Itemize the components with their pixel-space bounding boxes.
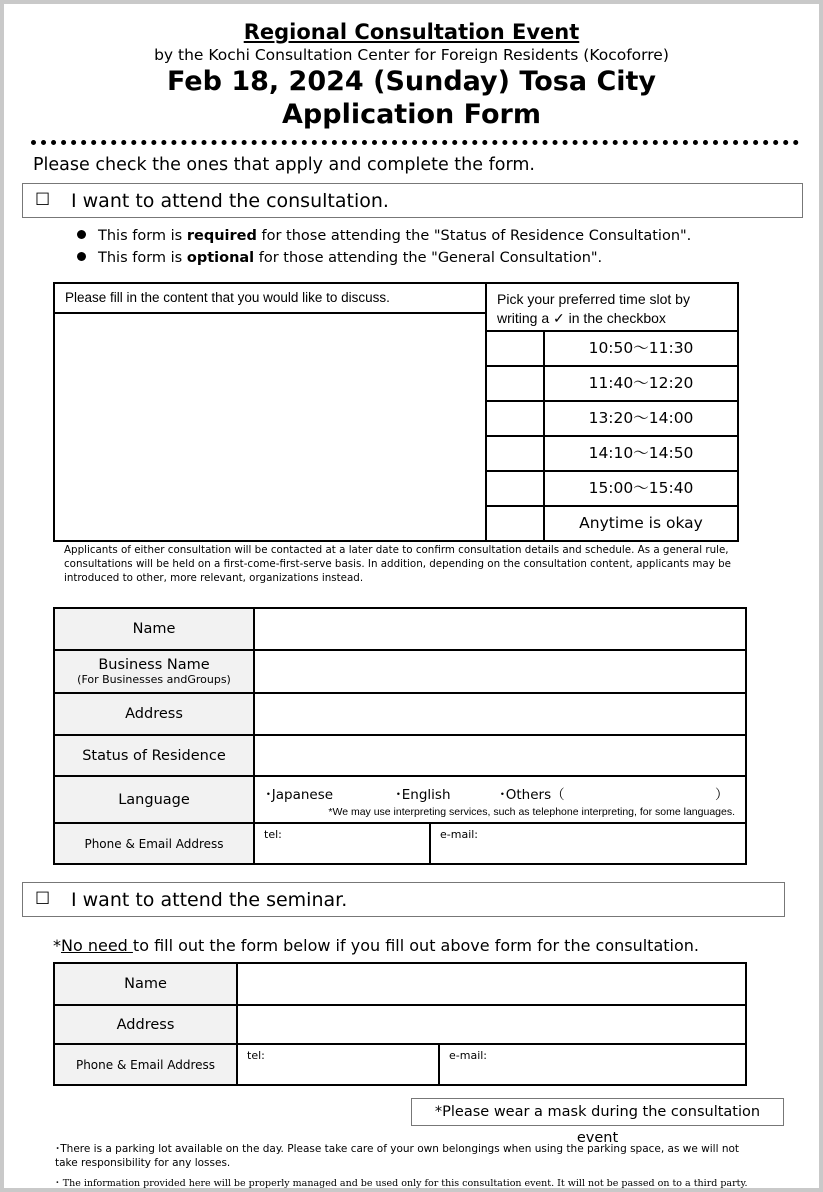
event-date: Feb 18, 2024 (Sunday) Tosa City xyxy=(166,66,657,97)
no-need-note: *No need to fill out the form below if you fill out above form for the consultation. xyxy=(53,936,699,955)
seminar-name-label: Name xyxy=(55,964,238,1004)
consultation-option xyxy=(22,183,803,218)
mask-notice: *Please wear a mask during the consultation event xyxy=(411,1098,784,1126)
seminar-info-form xyxy=(53,962,747,1086)
seminar-row-name xyxy=(55,964,745,1006)
form-row-name xyxy=(55,609,745,651)
timeslot-row xyxy=(487,367,737,402)
bullet-dot xyxy=(77,252,86,261)
bullet-required: This form is required for those attending the "Status of Residence Consultation". xyxy=(77,228,691,244)
seminar-email-label: e-mail: xyxy=(449,1049,488,1062)
seminar-email-field[interactable] xyxy=(440,1045,745,1084)
email-label: e-mail: xyxy=(440,828,479,841)
timeslot-label: 15:00～15:40 xyxy=(588,479,694,497)
timeslot-row xyxy=(487,507,737,540)
content-header: Please fill in the content that you would like to discuss. xyxy=(55,284,487,314)
consultation-table xyxy=(53,282,739,542)
consultation-option-label: I want to attend the consultation. xyxy=(71,190,389,212)
name-label: Name xyxy=(55,609,255,649)
tel-label: tel: xyxy=(264,828,282,841)
timeslot-row xyxy=(487,402,737,437)
seminar-tel-field[interactable] xyxy=(238,1045,440,1084)
form-row-contact xyxy=(55,824,745,863)
consultation-note: Applicants of either consultation will be contacted at a later date to confirm consultation details and schedule. As a general rule, consultations will be held on a first-come-first-serve basis. In addition, depending on the consultation content, applicants may be introduced to other, more relevant, organizations instead. xyxy=(64,544,731,584)
seminar-option-label: I want to attend the seminar. xyxy=(71,889,348,911)
timeslot-header: Pick your preferred time slot by writing a ✓ in the checkbox xyxy=(487,284,737,332)
email-field[interactable] xyxy=(431,824,745,863)
timeslot-label: 10:50～11:30 xyxy=(588,339,694,357)
business-name-field[interactable] xyxy=(255,651,745,692)
event-title: Regional Consultation Event xyxy=(243,20,580,44)
seminar-tel-label: tel: xyxy=(247,1049,265,1062)
language-field xyxy=(255,777,745,822)
timeslot-checkbox[interactable] xyxy=(487,507,545,540)
timeslot-row xyxy=(487,472,737,507)
phone-email-label: Phone & Email Address xyxy=(55,824,255,863)
lang-japanese[interactable]: ･Japanese xyxy=(265,787,334,803)
timeslot-checkbox[interactable] xyxy=(487,367,545,400)
parking-note: ･There is a parking lot available on the day. Please take care of your own belongings when using the parking space, as we will not take responsibility for any losses. xyxy=(55,1143,740,1169)
tel-field[interactable] xyxy=(255,824,431,863)
address-field[interactable] xyxy=(255,694,745,734)
timeslot-checkbox[interactable] xyxy=(487,472,545,505)
timeslot-label: 14:10～14:50 xyxy=(588,444,694,462)
form-row-business xyxy=(55,651,745,694)
timeslot-checkbox[interactable] xyxy=(487,437,545,470)
timeslot-label: 13:20～14:00 xyxy=(588,409,694,427)
dotted-divider xyxy=(31,140,799,145)
business-name-label: Business Name (For Businesses andGroups) xyxy=(55,651,255,692)
timeslot-row xyxy=(487,437,737,472)
status-of-residence-label: Status of Residence xyxy=(55,736,255,775)
status-of-residence-field[interactable] xyxy=(255,736,745,775)
lang-others-close: ） xyxy=(715,787,729,803)
timeslot-row xyxy=(487,332,737,367)
address-label: Address xyxy=(55,694,255,734)
timeslot-label: Anytime is okay xyxy=(579,514,703,532)
lang-english[interactable]: ･English xyxy=(395,787,451,803)
consultation-info-form xyxy=(53,607,747,865)
bullet-dot xyxy=(77,230,86,239)
timeslot-checkbox[interactable] xyxy=(487,402,545,435)
form-row-address xyxy=(55,694,745,736)
seminar-address-label: Address xyxy=(55,1006,238,1043)
seminar-option xyxy=(22,882,785,917)
form-row-language xyxy=(55,777,745,824)
seminar-name-field[interactable] xyxy=(238,964,745,1004)
name-field[interactable] xyxy=(255,609,745,649)
privacy-note: ･ The information provided here will be properly managed and be used only for this consultation event. It will not be passed on to a third party. xyxy=(55,1178,748,1189)
event-organizer: by the Kochi Consultation Center for Foreign Residents (Kocoforre) xyxy=(154,46,669,64)
content-textarea[interactable] xyxy=(55,314,487,540)
consultation-checkbox[interactable]: ☐ xyxy=(35,190,51,210)
seminar-phone-email-label: Phone & Email Address xyxy=(55,1045,238,1084)
seminar-row-contact xyxy=(55,1045,745,1084)
seminar-row-address xyxy=(55,1006,745,1045)
seminar-checkbox[interactable]: ☐ xyxy=(35,889,51,909)
timeslot-checkbox[interactable] xyxy=(487,332,545,365)
timeslot-label: 11:40～12:20 xyxy=(588,374,694,392)
lang-others[interactable]: ･Others（ xyxy=(499,787,565,803)
language-label: Language xyxy=(55,777,255,822)
instruction-text: Please check the ones that apply and complete the form. xyxy=(33,155,535,175)
bullet-optional: This form is optional for those attending the "General Consultation". xyxy=(77,250,602,266)
language-note: *We may use interpreting services, such as telephone interpreting, for some languages. xyxy=(328,806,735,818)
seminar-address-field[interactable] xyxy=(238,1006,745,1043)
form-title: Application Form xyxy=(282,99,541,130)
form-row-status xyxy=(55,736,745,777)
